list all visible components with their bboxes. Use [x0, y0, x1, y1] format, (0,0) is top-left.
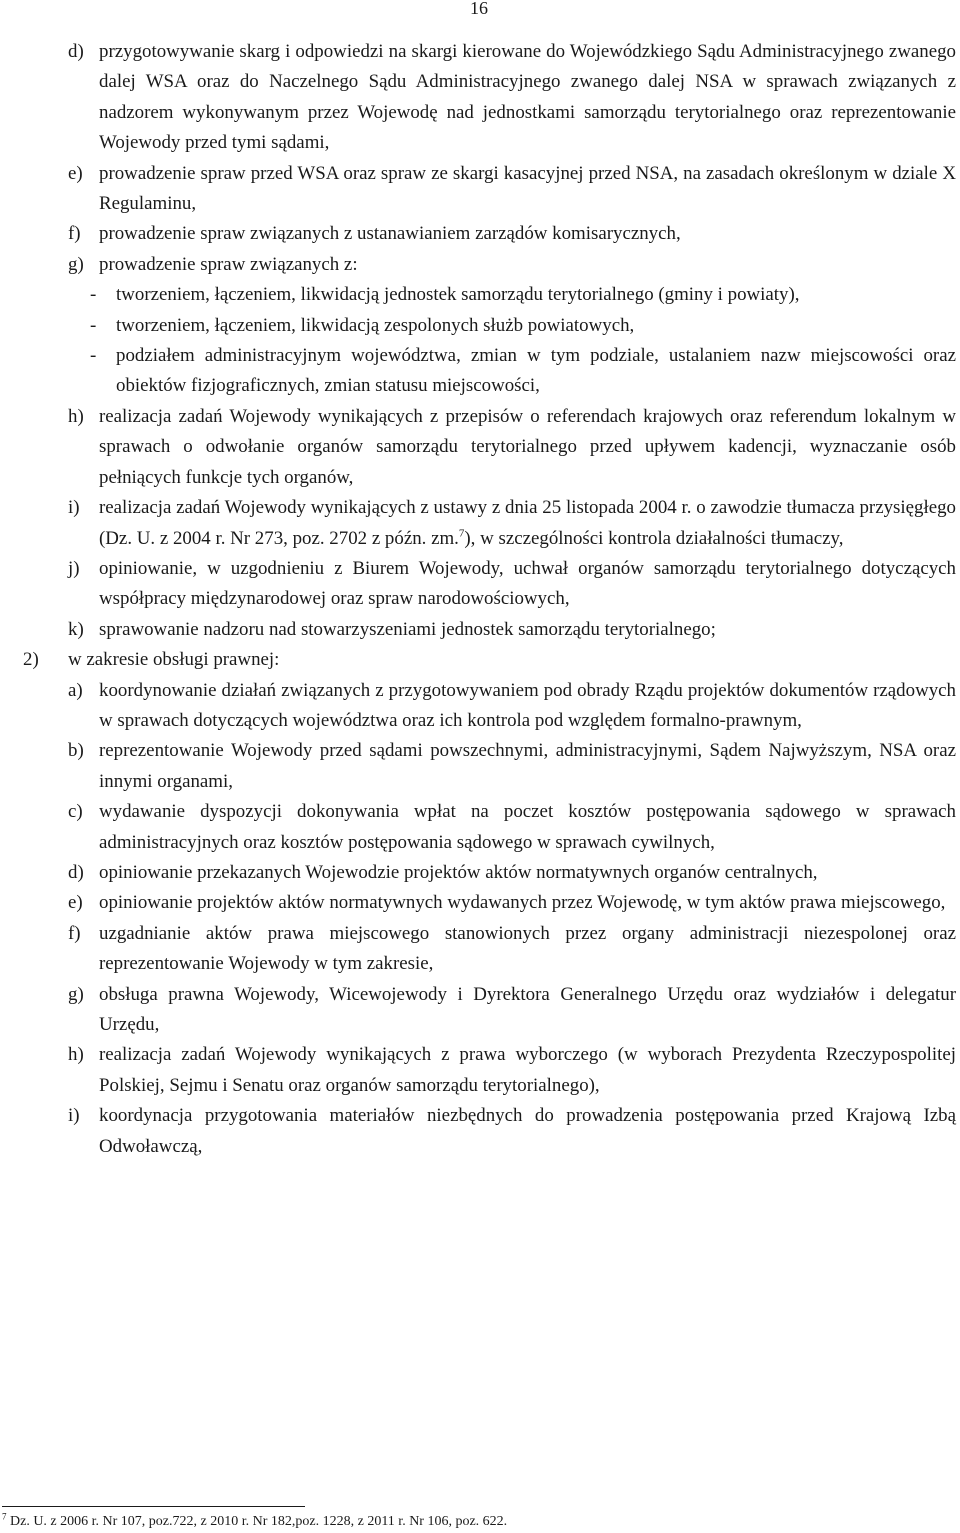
list-item-j [68, 554, 956, 615]
list-marker: h) [68, 405, 84, 427]
list-marker: c) [68, 801, 83, 823]
section2-item-e [68, 888, 956, 918]
list-item-text: wydawanie dyspozycji dokonywania wpłat na poczet kosztów postępowania sądowego w sprawach administracyjnych oraz kosztów postępowania sądowego w sprawach cywilnych, [99, 801, 956, 853]
list-marker: j) [68, 557, 80, 579]
list-marker: g) [68, 253, 84, 275]
dash-item-text: podziałem administracyjnym województwa, zmian w tym podziale, ustalaniem nazw miejscowości oraz obiektów fizjograficznych, zmian statusu miejscowości, [116, 345, 956, 397]
list-item-text: reprezentowanie Wojewody przed sądami powszechnymi, administracyjnymi, Sądem Najwyższym, NSA oraz innymi organami, [99, 740, 956, 792]
list-item-h [68, 402, 956, 493]
list-marker: d) [68, 861, 84, 883]
footnote-divider [2, 1506, 305, 1507]
list-item-text: prowadzenie spraw przed WSA oraz spraw ze skargi kasacyjnej przed NSA, na zasadach określonym w dziale X Regulaminu, [99, 162, 956, 215]
dash-item-text: tworzeniem, łączeniem, likwidacją zespolonych służb powiatowych, [116, 314, 635, 336]
list-item-k [68, 615, 956, 645]
list-marker: i) [68, 497, 80, 519]
list-marker: a) [68, 679, 83, 701]
document-body [23, 37, 956, 1162]
list-item-text: sprawowanie nadzoru nad stowarzyszeniami jednostek samorządu terytorialnego; [99, 618, 716, 640]
section2-item-d [68, 858, 956, 888]
section-marker: 2) [23, 649, 39, 671]
list-marker: g) [68, 983, 84, 1005]
list-marker: d) [68, 41, 84, 62]
list-marker: k) [68, 618, 84, 640]
list-marker: e) [68, 162, 83, 184]
footnote-number: 7 [2, 1511, 7, 1522]
list-marker: i) [68, 1105, 80, 1127]
item-text-part: realizacja zadań Wojewody wynikających z ustawy z dnia 25 listopada 2004 r. o zawodzie tłumacza przysięgłego (Dz. U. z 2004 r. Nr 273, poz. 2702 z późn. zm. [99, 497, 956, 549]
list-item-text: opiniowanie projektów aktów normatywnych wydawanych przez Wojewodę, w tym aktów prawa miejscowego, [99, 892, 946, 914]
dash-list [68, 280, 956, 402]
list-item-g [68, 250, 956, 280]
footnote [2, 1513, 507, 1531]
list-item-e [68, 159, 956, 220]
list-item-d [68, 37, 956, 159]
section-heading-2 [23, 645, 956, 675]
list-item-text [99, 493, 956, 554]
dash-marker: - [90, 314, 97, 336]
list-item-text: prowadzenie spraw związanych z: [99, 253, 358, 275]
dash-marker: - [90, 284, 97, 306]
item-text-part: ), w szczególności kontrola działalności tłumaczy, [464, 527, 844, 549]
dash-item-text: tworzeniem, łączeniem, likwidacją jednostek samorządu terytorialnego (gminy i powiaty), [116, 284, 800, 306]
list-item-text: realizacja zadań Wojewody wynikających z prawa wyborczego (w wyborach Prezydenta Rzeczypospolitej Polskiej, Sejmu i Senatu oraz organów samorządu terytorialnego), [99, 1044, 956, 1096]
footnote-text: Dz. U. z 2006 r. Nr 107, poz.722, z 2010 r. Nr 182,poz. 1228, z 2011 r. Nr 106, poz. 622. [6, 1514, 508, 1529]
list-item-text: uzgadnianie aktów prawa miejscowego stanowionych przez organy administracji niezespolonej oraz reprezentowanie Wojewody w tym zakresie, [99, 922, 956, 975]
list-marker: f) [68, 922, 81, 944]
dash-item [68, 280, 956, 310]
list-item-text: obsługa prawna Wojewody, Wicewojewody i Dyrektora Generalnego Urzędu oraz wydziałów i delegatur Urzędu, [99, 983, 956, 1035]
dash-item [68, 311, 956, 341]
list-marker: f) [68, 223, 81, 245]
page-number: 16 [470, 0, 488, 18]
section2-item-a [68, 676, 956, 737]
section2-item-i [68, 1101, 956, 1162]
list-item-text: przygotowywanie skarg i odpowiedzi na skargi kierowane do Wojewódzkiego Sądu Administracyjnego zwanego dalej WSA oraz do Naczelnego Sądu Administracyjnego zwanego dalej NSA w sprawach związanych z nadzorem wykonywanym przez Wojewodę nad jednostkami samorządu terytorialnego oraz reprezentowanie Wojewody przed tymi sądami, [99, 41, 956, 154]
list-item-text: opiniowanie, w uzgodnieniu z Biurem Wojewody, uchwał organów samorządu terytorialnego dotyczących współpracy międzynarodowej oraz spraw narodowościowych, [99, 557, 956, 610]
list-item-text: opiniowanie przekazanych Wojewodzie projektów aktów normatywnych organów centralnych, [99, 861, 818, 883]
list-item-f [68, 219, 956, 249]
section2-item-c [68, 797, 956, 858]
list-marker: h) [68, 1044, 84, 1066]
list-item-text: realizacja zadań Wojewody wynikających z przepisów o referendach krajowych oraz referendum lokalnym w sprawach o odwołanie organów samorządu terytorialnego przed upływem kadencji, wyznaczanie osób pełniących funkcje tych organów, [99, 405, 956, 488]
section2-item-b [68, 736, 956, 797]
dash-marker: - [90, 345, 97, 367]
list-marker: e) [68, 892, 83, 914]
section2-item-f [68, 919, 956, 980]
section-title: w zakresie obsługi prawnej: [68, 649, 280, 671]
list-item-text: koordynacja przygotowania materiałów niezbędnych do prowadzenia postępowania przed Krajową Izbą Odwoławczą, [99, 1105, 956, 1157]
dash-item [68, 341, 956, 402]
section2-item-h [68, 1040, 956, 1101]
footnote-reference[interactable]: 7 [458, 527, 465, 540]
list-marker: b) [68, 740, 84, 762]
list-item-i [68, 493, 956, 554]
list-item-text: koordynowanie działań związanych z przygotowywaniem pod obrady Rządu projektów dokumentów rządowych w sprawach dotyczących województwa oraz ich kontrola pod względem formalno-prawnym, [99, 679, 956, 731]
list-item-text: prowadzenie spraw związanych z ustanawianiem zarządów komisarycznych, [99, 223, 681, 245]
section2-item-g [68, 980, 956, 1041]
